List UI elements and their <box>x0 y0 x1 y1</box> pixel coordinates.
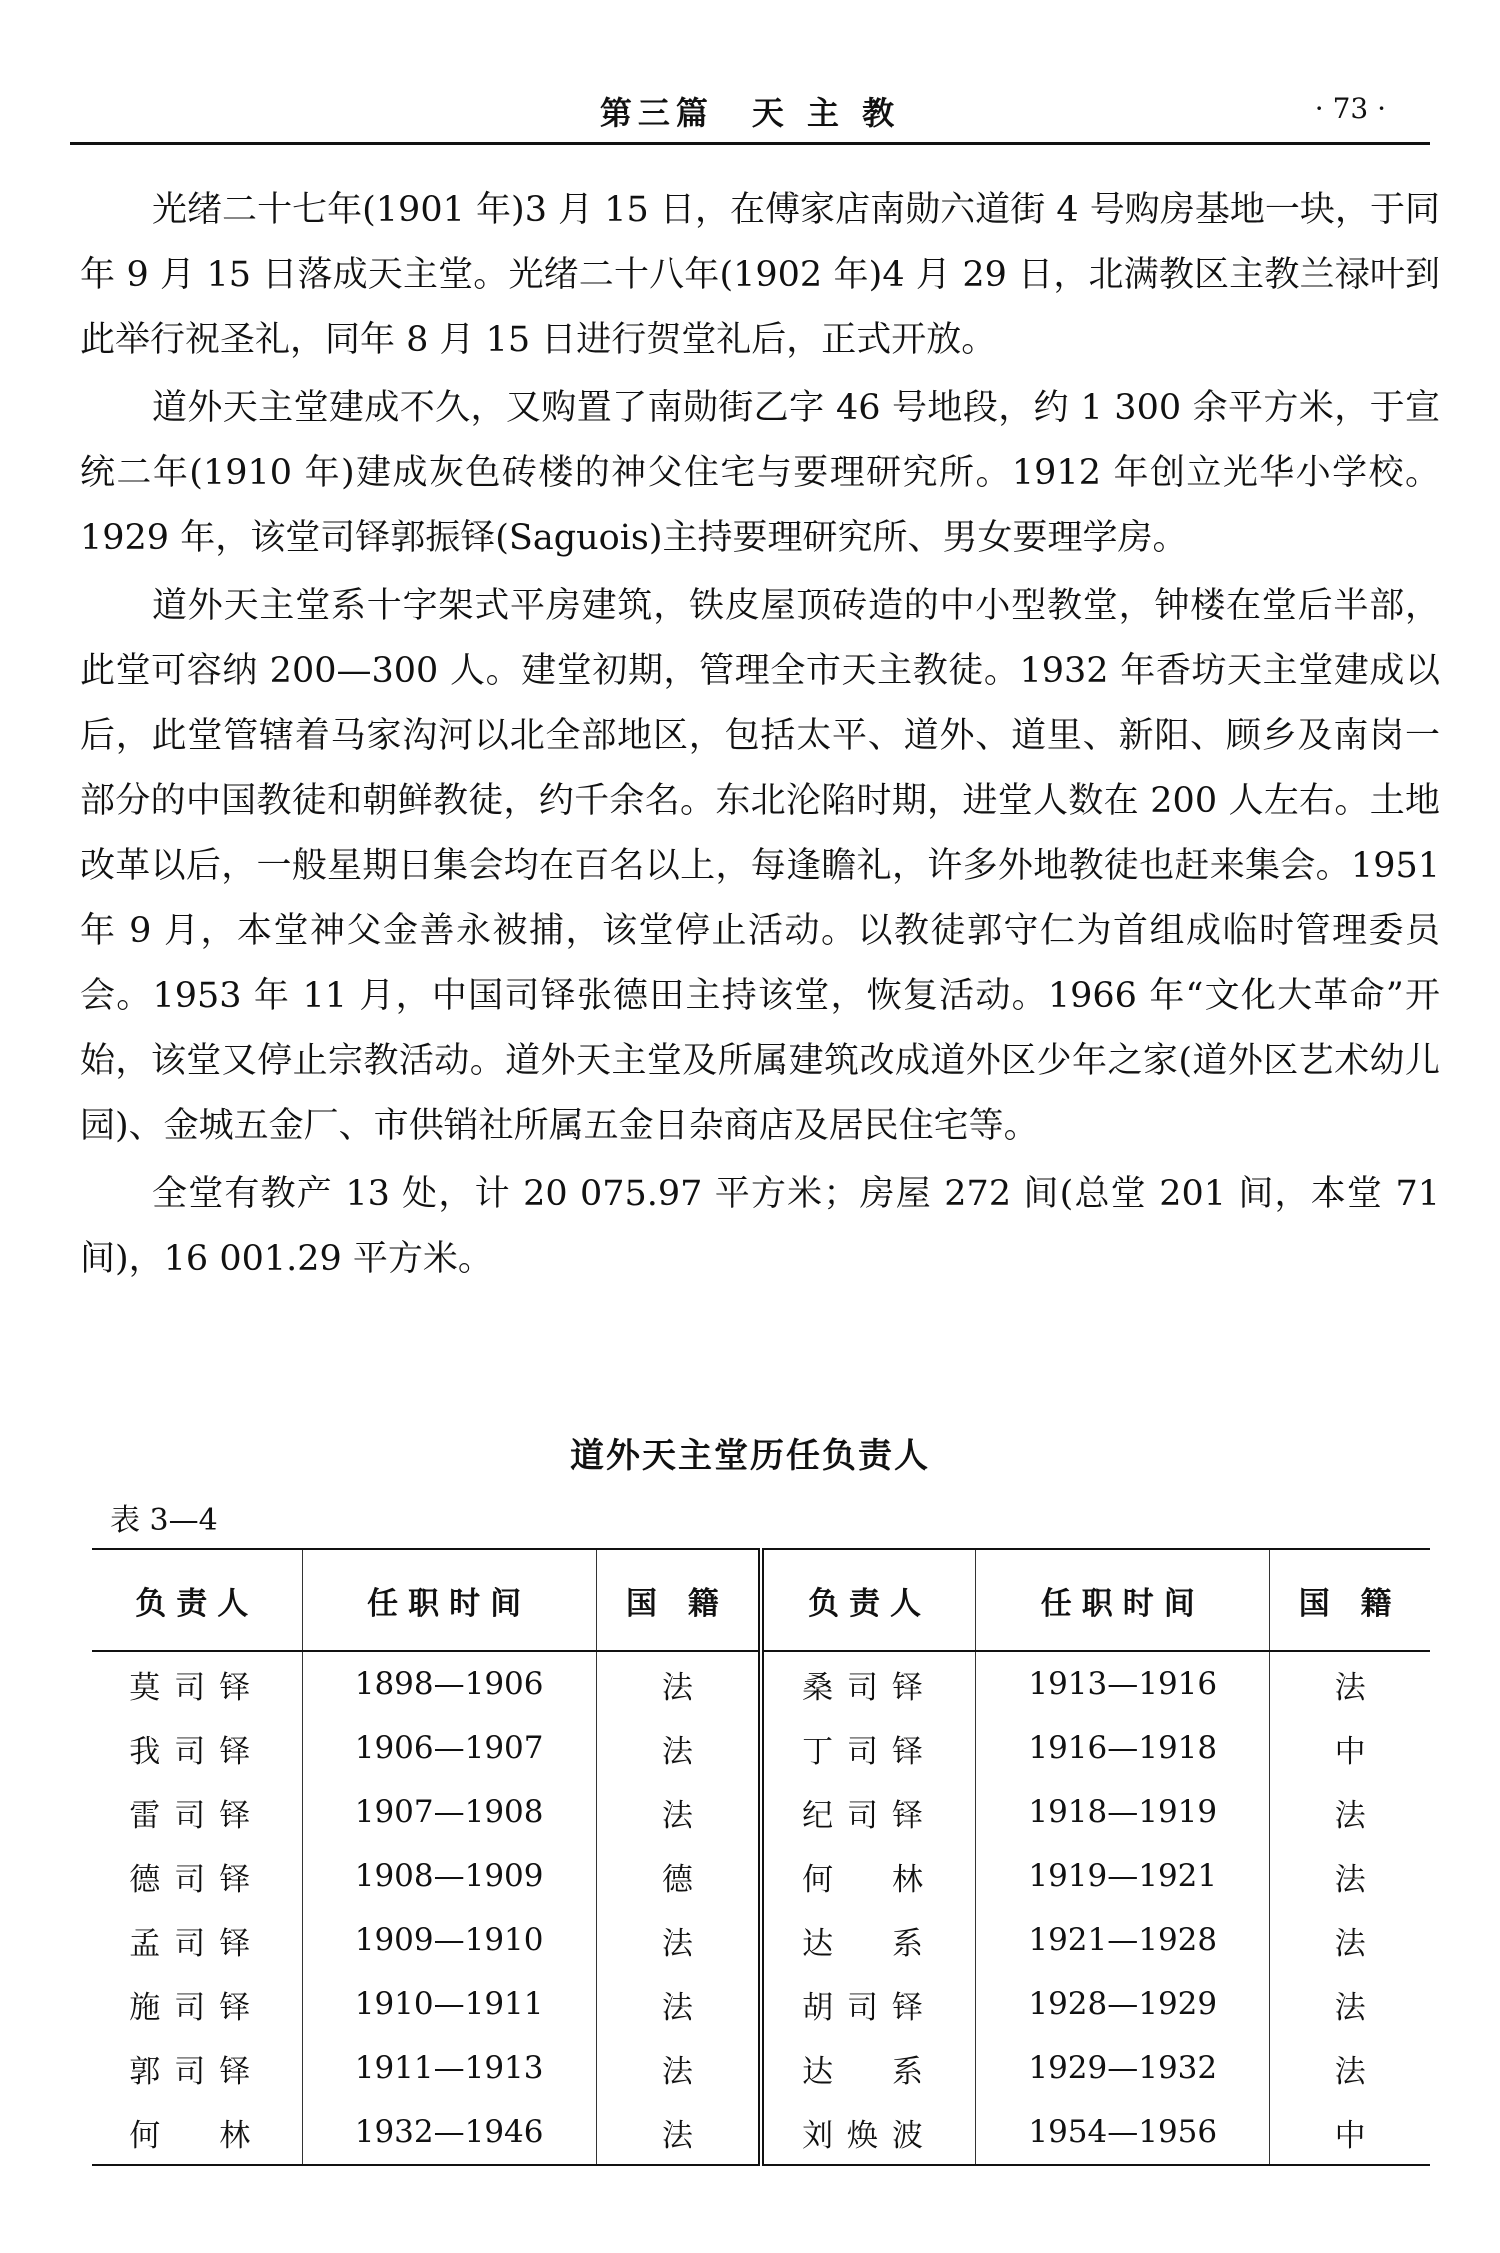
table-row <box>92 1716 1430 1780</box>
leader-name: 雷司铎 <box>129 1797 265 1834</box>
nationality: 法 <box>596 1780 761 1844</box>
term-period: 1954—1956 <box>976 2100 1270 2165</box>
leader-name: 何 林 <box>761 1844 976 1908</box>
paragraph: 道外天主堂建成不久，又购置了南勋街乙字 46 号地段，约 1 300 余平方米，于宣统二年(1910 年)建成灰色砖楼的神父住宅与要理研究所。1912 年创立光华小学校。1929 年，该堂司铎郭振铎(Saguois)主持要理研究所、男女要理学房。 <box>80 388 1440 558</box>
leader-name: 德司铎 <box>129 1861 265 1898</box>
leader-name: 莫司铎 <box>129 1669 265 1706</box>
nationality: 法 <box>1270 1780 1430 1844</box>
column-header: 国 籍 <box>596 1549 761 1651</box>
term-period: 1929—1932 <box>976 2036 1270 2100</box>
leader-name: 施司铎 <box>129 1989 265 2026</box>
table-title: 道外天主堂历任负责人 <box>570 1436 930 1476</box>
leaders-table <box>92 1548 1430 2166</box>
term-period: 1928—1929 <box>976 1972 1270 2036</box>
term-period: 1916—1918 <box>976 1716 1270 1780</box>
term-period: 1910—1911 <box>302 1972 596 2036</box>
leader-name: 达 系 <box>761 1908 976 1972</box>
nationality: 法 <box>596 1716 761 1780</box>
nationality: 法 <box>1270 2036 1430 2100</box>
nationality: 法 <box>1270 1844 1430 1908</box>
column-header: 负责人 <box>92 1549 302 1651</box>
nationality: 中 <box>1270 1716 1430 1780</box>
term-period: 1913—1916 <box>976 1651 1270 1716</box>
term-period: 1906—1907 <box>302 1716 596 1780</box>
body-text <box>80 178 1440 1295</box>
leader-name: 胡司铎 <box>761 1972 976 2036</box>
table-row <box>92 1651 1430 1716</box>
leader-name: 我司铎 <box>129 1733 265 1770</box>
leader-name: 丁司铎 <box>761 1716 976 1780</box>
page-number: · 73 · <box>1314 92 1386 125</box>
nationality: 中 <box>1270 2100 1430 2165</box>
term-period: 1921—1928 <box>976 1908 1270 1972</box>
nationality: 法 <box>1270 1972 1430 2036</box>
nationality: 法 <box>596 2036 761 2100</box>
table-row <box>92 1844 1430 1908</box>
leader-name: 纪司铎 <box>761 1780 976 1844</box>
leader-name: 桑司铎 <box>761 1651 976 1716</box>
leader-name: 郭司铎 <box>129 2053 265 2090</box>
table-row <box>92 1780 1430 1844</box>
column-header: 负责人 <box>761 1549 976 1651</box>
nationality: 法 <box>596 1908 761 1972</box>
term-period: 1911—1913 <box>302 2036 596 2100</box>
leader-name: 孟司铎 <box>129 1925 265 1962</box>
chapter-title: 第三篇 天 主 教 <box>599 94 901 132</box>
paragraph: 道外天主堂系十字架式平房建筑，铁皮屋顶砖造的中小型教堂，钟楼在堂后半部，此堂可容纳 200—300 人。建堂初期，管理全市天主教徒。1932 年香坊天主堂建成以后，此堂管辖着马家沟河以北全部地区，包括太平、道外、道里、新阳、顾乡及南岗一部分的中国教徒和朝鲜教徒，约千余名。东北沦陷时期，进堂人数在 200 人左右。土地改革以后，一般星期日集会均在百名以上，每逢瞻礼，许多外地教徒也赶来集会。1951 年 9 月，本堂神父金善永被捕，该堂停止活动。以教徒郭守仁为首组成临时管理委员会。1953 年 11 月，中国司铎张德田主持该堂，恢复活动。1966 年“文化大革命”开始，该堂又停止宗教活动。道外天主堂及所属建筑改成道外区少年之家(道外区艺术幼儿园)、金城五金厂、市供销社所属五金日杂商店及居民住宅等。 <box>80 586 1440 1146</box>
leader-name: 刘焕波 <box>761 2100 976 2165</box>
term-period: 1932—1946 <box>302 2100 596 2165</box>
table-row <box>92 2100 1430 2165</box>
term-period: 1919—1921 <box>976 1844 1270 1908</box>
term-period: 1907—1908 <box>302 1780 596 1844</box>
column-header: 任职时间 <box>302 1549 596 1651</box>
page-header <box>70 80 1430 145</box>
nationality: 法 <box>596 1972 761 2036</box>
table-row <box>92 2036 1430 2100</box>
nationality: 法 <box>1270 1908 1430 1972</box>
nationality: 法 <box>1270 1651 1430 1716</box>
paragraph: 光绪二十七年(1901 年)3 月 15 日，在傅家店南勋六道街 4 号购房基地一块，于同年 9 月 15 日落成天主堂。光绪二十八年(1902 年)4 月 29 日，北满教区主教兰禄叶到此举行祝圣礼，同年 8 月 15 日进行贺堂礼后，正式开放。 <box>80 190 1440 360</box>
nationality: 法 <box>596 2100 761 2165</box>
paragraph: 全堂有教产 13 处，计 20 075.97 平方米；房屋 272 间(总堂 201 间，本堂 71 间)，16 001.29 平方米。 <box>80 1174 1440 1279</box>
term-period: 1918—1919 <box>976 1780 1270 1844</box>
column-header: 任职时间 <box>976 1549 1270 1651</box>
term-period: 1909—1910 <box>302 1908 596 1972</box>
leader-name: 何 林 <box>129 2117 265 2154</box>
column-header: 国 籍 <box>1270 1549 1430 1651</box>
table-label: 表 3—4 <box>110 1503 218 1538</box>
table-header-row <box>92 1549 1430 1651</box>
nationality: 法 <box>596 1651 761 1716</box>
table-row <box>92 1972 1430 2036</box>
term-period: 1908—1909 <box>302 1844 596 1908</box>
term-period: 1898—1906 <box>302 1651 596 1716</box>
nationality: 德 <box>596 1844 761 1908</box>
table-row <box>92 1908 1430 1972</box>
leader-name: 达 系 <box>761 2036 976 2100</box>
